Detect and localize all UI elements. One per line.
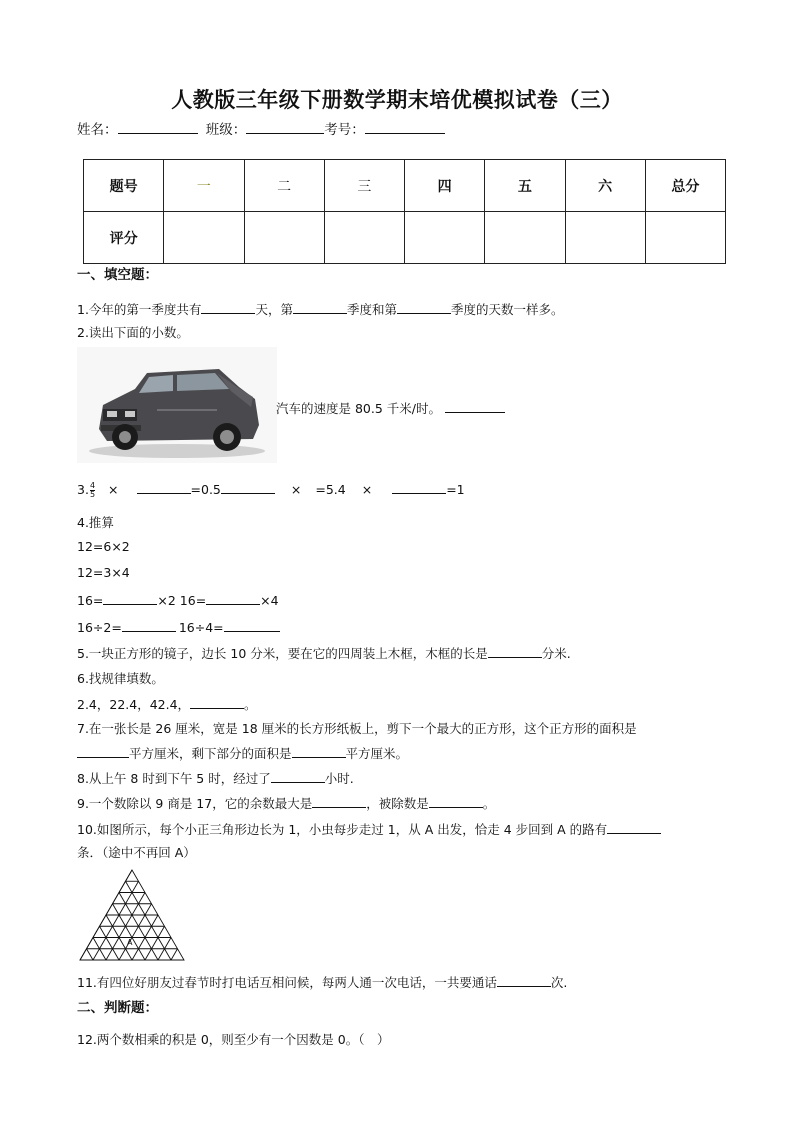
answer-blank[interactable] [201, 299, 255, 314]
question-3 [77, 479, 465, 499]
q5-text: 分米. [541, 646, 571, 661]
answer-blank[interactable] [103, 590, 157, 605]
q4-text: 16÷4= [178, 620, 224, 635]
answer-blank[interactable] [122, 617, 176, 632]
q1-text: 季度和第 [346, 302, 397, 317]
answer-blank[interactable] [292, 743, 346, 758]
score-cell[interactable] [645, 212, 725, 264]
score-table-header-row [84, 160, 726, 212]
q11-text: 次. [550, 975, 568, 990]
car-illustration [77, 347, 277, 463]
score-cell[interactable] [485, 212, 565, 264]
question-4-line [77, 617, 280, 635]
q3-number: 3. [77, 482, 89, 497]
triangle-grid-svg [77, 866, 187, 964]
score-header-cell: 题号 [84, 160, 164, 212]
exam-no-label: 考号： [324, 122, 365, 138]
question-4-line: 12=3×4 [77, 565, 130, 580]
q7-text: 平方厘米。 [345, 746, 409, 761]
class-label: 班级： [205, 122, 247, 138]
score-row-label: 评分 [84, 212, 164, 264]
question-2: 2.读出下面的小数。 [77, 325, 189, 340]
answer-blank[interactable] [497, 972, 551, 987]
q9-text: ，被除数是 [366, 796, 429, 811]
q3-equals: =1 [446, 482, 465, 497]
answer-blank[interactable] [190, 694, 244, 709]
answer-blank[interactable] [488, 643, 542, 658]
question-7-line2 [77, 743, 408, 762]
fraction-numerator: 4 [89, 481, 96, 490]
score-header-cell: 五 [485, 160, 565, 212]
answer-blank[interactable] [77, 743, 129, 758]
q1-text: 季度的天数一样多。 [450, 302, 564, 317]
answer-blank[interactable] [429, 793, 483, 808]
student-info-line [77, 118, 445, 138]
class-field[interactable] [246, 119, 324, 134]
question-12: 12.两个数相乘的积是 0，则至少有一个因数是 0。（ ） [77, 1032, 390, 1047]
score-cell[interactable] [324, 212, 404, 264]
fraction-denominator: 5 [89, 490, 96, 499]
q7-text: 平方厘米，剩下部分的面积是 [129, 746, 292, 761]
fraction [90, 482, 95, 499]
times-sign: × [108, 482, 119, 497]
answer-blank[interactable] [445, 398, 505, 413]
answer-blank[interactable] [221, 479, 275, 494]
question-8 [77, 768, 354, 787]
q4-text: ×2 16= [157, 593, 207, 608]
car-image [77, 347, 277, 463]
q4-text: 16= [77, 593, 104, 608]
times-sign: × [290, 482, 302, 497]
times-sign: × [361, 482, 373, 497]
q1-text: 天，第 [255, 302, 293, 317]
q4-text: 16÷2= [77, 620, 122, 635]
q10-text: 10.如图所示，每个小正三角形边长为 1，小虫每步走过 1，从 A 出发，恰走 4 步回到 A 的路有 [77, 822, 608, 837]
answer-blank[interactable] [224, 617, 280, 632]
page-title: 人教版三年级下册数学期末培优模拟试卷（三） [171, 88, 623, 112]
point-a-label: A [127, 938, 133, 947]
question-2-sentence [276, 398, 505, 417]
q9-text: 9.一个数除以 9 商是 17，它的余数最大是 [77, 796, 313, 811]
question-10-line1 [77, 819, 661, 838]
score-header-cell: 一 [164, 160, 244, 212]
score-cell[interactable] [565, 212, 645, 264]
question-4-title: 4.推算 [77, 515, 114, 530]
question-4-line [77, 590, 279, 608]
question-9 [77, 793, 495, 812]
score-header-cell: 六 [565, 160, 645, 212]
answer-blank[interactable] [293, 299, 347, 314]
question-5 [77, 643, 571, 662]
triangle-grid-figure [77, 866, 187, 968]
answer-blank[interactable] [312, 793, 366, 808]
answer-blank[interactable] [397, 299, 451, 314]
q1-text: 1.今年的第一季度共有 [77, 302, 202, 317]
question-7-line1: 7.在一张长是 26 厘米，宽是 18 厘米的长方形纸板上，剪下一个最大的正方形，这个正方形的面积是 [77, 721, 637, 736]
answer-blank[interactable] [392, 479, 446, 494]
score-header-cell: 四 [405, 160, 485, 212]
q3-equals: =5.4 [315, 482, 346, 497]
score-cell[interactable] [164, 212, 244, 264]
answer-blank[interactable] [206, 590, 260, 605]
answer-blank[interactable] [607, 819, 661, 834]
section-true-false-heading: 二、判断题： [77, 1000, 158, 1016]
q2-sentence-text: 汽车的速度是 80.5 千米/时。 [276, 401, 441, 416]
score-cell[interactable] [405, 212, 485, 264]
score-header-cell: 三 [324, 160, 404, 212]
score-cell[interactable] [244, 212, 324, 264]
score-header-cell: 二 [244, 160, 324, 212]
question-10-line2: 条．（途中不再回 A） [77, 845, 196, 860]
question-1 [77, 299, 563, 318]
name-label: 姓名： [77, 122, 118, 138]
answer-blank[interactable] [271, 768, 325, 783]
q11-text: 11.有四位好朋友过春节时打电话互相问候，每两人通一次电话，一共要通话 [77, 975, 497, 990]
exam-no-field[interactable] [365, 119, 445, 134]
q6-sequence: 2.4，22.4，42.4， [77, 697, 191, 712]
score-table-score-row [84, 212, 726, 264]
section-fill-blank-heading: 一、填空题： [77, 267, 158, 283]
q6-text: 。 [244, 697, 257, 712]
score-header-cell: 总分 [645, 160, 725, 212]
q9-text: 。 [482, 796, 496, 811]
q8-text: 小时. [324, 771, 354, 786]
question-11 [77, 972, 567, 991]
name-field[interactable] [118, 119, 198, 134]
q3-equals: =0.5 [190, 482, 221, 497]
score-table [83, 159, 726, 264]
q8-text: 8.从上午 8 时到下午 5 时，经过了 [77, 771, 271, 786]
q4-text: ×4 [260, 593, 279, 608]
question-4-line: 12=6×2 [77, 539, 130, 554]
answer-blank[interactable] [137, 479, 191, 494]
question-6-title: 6.找规律填数。 [77, 671, 164, 686]
q5-text: 5.一块正方形的镜子，边长 10 分米，要在它的四周装上木框，木框的长是 [77, 646, 488, 661]
question-6 [77, 694, 257, 713]
